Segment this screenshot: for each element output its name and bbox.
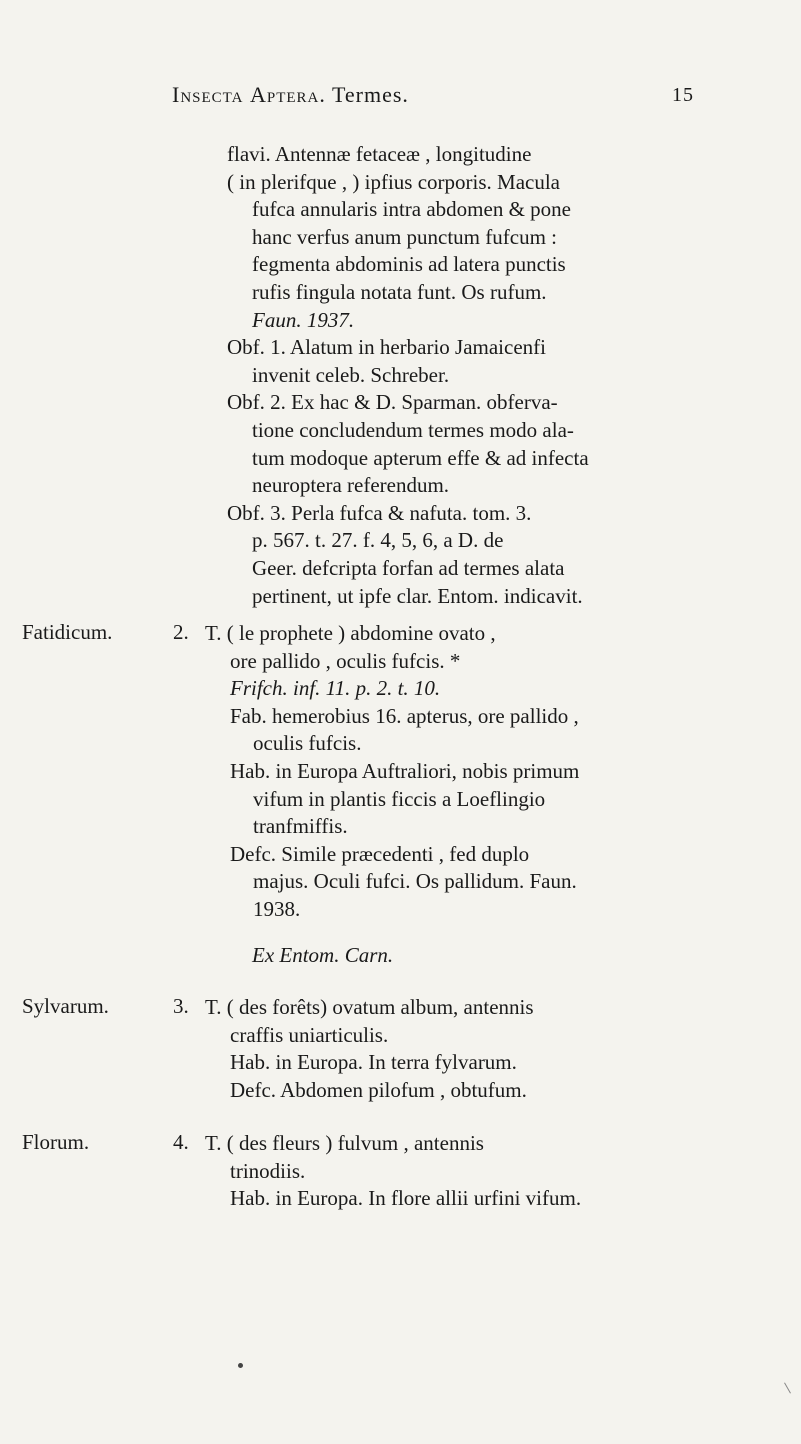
species-entry-sylvarum xyxy=(205,994,785,1104)
text-line: pertinent, ut ipfe clar. Entom. indicavit. xyxy=(252,583,583,608)
text-line: Geer. defcripta forfan ad termes alata xyxy=(252,555,565,580)
species-name-fatidicum: Fatidicum. xyxy=(22,620,113,644)
text-line: Defc. Simile præcedenti , fed duplo xyxy=(230,841,530,866)
ink-mark xyxy=(784,1383,791,1394)
species-entry-fatidicum xyxy=(205,620,785,924)
text-line: tione concludendum termes modo ala- xyxy=(252,417,574,442)
running-header xyxy=(172,82,692,116)
text-line: neuroptera referendum. xyxy=(252,473,450,498)
text-line: T. ( le prophete ) abdomine ovato , xyxy=(205,621,496,645)
text-line: majus. Oculi fufci. Os pallidum. Faun. xyxy=(253,869,577,894)
text-line: craffis uniarticulis. xyxy=(230,1022,389,1047)
text-line: tranfmiffis. xyxy=(253,814,348,839)
header-title-aptera: Aptera. xyxy=(249,82,326,107)
text-line: ore pallido , oculis fufcis. * xyxy=(230,648,461,673)
text-line: Hab. in Europa. In terra fylvarum. xyxy=(230,1050,517,1075)
text-line: p. 567. t. 27. f. 4, 5, 6, a D. de xyxy=(252,528,504,553)
text-line: vifum in plantis ficcis a Loeflingio xyxy=(253,786,546,811)
text-line: Obf. 2. Ex hac & D. Sparman. obferva- xyxy=(227,390,558,415)
text-line: trinodiis. xyxy=(230,1158,306,1183)
source-note: Ex Entom. Carn. xyxy=(252,943,394,967)
species-entry-florum xyxy=(205,1130,785,1213)
entry-number: 3. xyxy=(173,994,189,1018)
species-name-florum: Florum. xyxy=(22,1130,90,1154)
text-line: Defc. Abdomen pilofum , obtufum. xyxy=(230,1077,527,1102)
entry-number: 2. xyxy=(173,620,189,644)
text-line: flavi. Antennæ fetaceæ , longitudine xyxy=(227,142,532,166)
header-title xyxy=(172,82,409,108)
text-line: Fab. hemerobius 16. apterus, ore pallido , xyxy=(230,703,579,728)
text-line: fufca annularis intra abdomen & pone xyxy=(252,197,571,222)
text-line: Frifch. inf. 11. p. 2. t. 10. xyxy=(230,676,441,701)
species-name-sylvarum: Sylvarum. xyxy=(22,994,109,1018)
text-line: Hab. in Europa. In flore allii urfini vifum. xyxy=(230,1186,582,1211)
text-line: invenit celeb. Schreber. xyxy=(252,362,450,387)
ink-speck xyxy=(238,1363,243,1368)
text-line: tum modoque apterum effe & ad infecta xyxy=(252,445,589,470)
text-line: Faun. 1937. xyxy=(252,307,355,332)
text-line: ( in plerifque , ) ipfius corporis. Macula xyxy=(227,169,560,194)
text-line: 1938. xyxy=(253,896,301,921)
page-number: 15 xyxy=(672,84,694,106)
header-title-termes: Termes. xyxy=(331,82,409,107)
text-line: T. ( des forêts) ovatum album, antennis xyxy=(205,995,534,1019)
text-line: Obf. 3. Perla fufca & nafuta. tom. 3. xyxy=(227,500,532,525)
text-line: Hab. in Europa Auftraliori, nobis primum xyxy=(230,758,580,783)
text-line: oculis fufcis. xyxy=(253,731,362,756)
text-line: hanc verfus anum punctum fufcum : xyxy=(252,224,557,249)
text-line: fegmenta abdominis ad latera punctis xyxy=(252,252,566,277)
text-line: Obf. 1. Alatum in herbario Jamaicenfi xyxy=(227,335,546,360)
header-title-insecta: Insecta xyxy=(172,82,244,107)
intro-paragraph xyxy=(227,141,787,610)
text-line: rufis fingula notata funt. Os rufum. xyxy=(252,279,547,304)
entry-number: 4. xyxy=(173,1130,189,1154)
text-line: T. ( des fleurs ) fulvum , antennis xyxy=(205,1131,484,1155)
